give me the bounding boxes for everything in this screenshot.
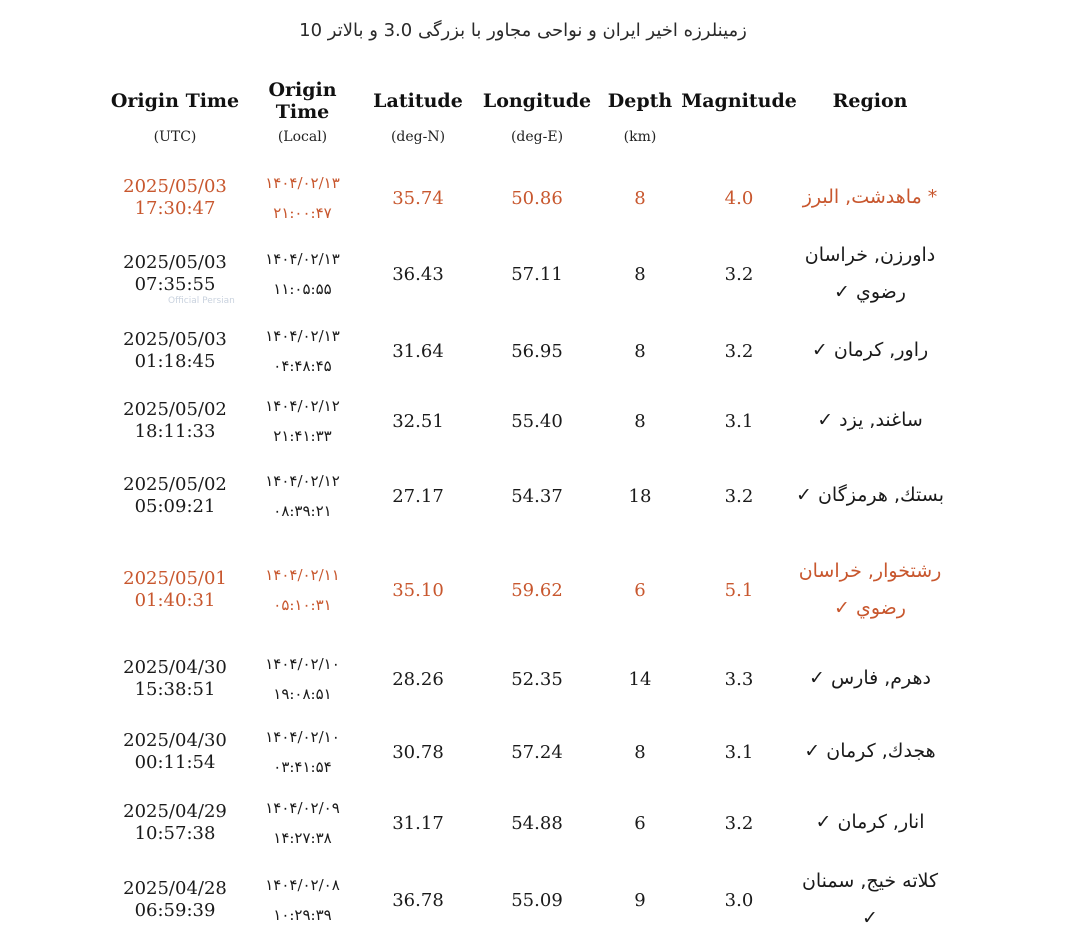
origin-time-utc: [105, 165, 245, 231]
utc-time: 15:38:51: [134, 679, 216, 700]
utc-date: 2025/04/29: [123, 800, 227, 822]
region-cell: بستك, هرمزگان ✓: [796, 484, 944, 507]
utc-date: 2025/05/02: [123, 473, 227, 495]
depth-cell: 14: [628, 668, 652, 690]
origin-time-local: [245, 536, 360, 644]
origin-time-utc: [105, 388, 245, 454]
header-latitude: [360, 91, 476, 145]
table-row: [0, 458, 1074, 534]
header-label: Longitude: [482, 90, 592, 112]
table-row: [0, 388, 1074, 454]
origin-time-utc: [105, 458, 245, 534]
local-time: ۱۰:۲۹:۳۹: [273, 906, 332, 924]
latitude-cell: 30.78: [392, 741, 444, 763]
magnitude-cell: 3.1: [724, 410, 754, 432]
origin-time-utc: [105, 536, 245, 644]
magnitude-cell: 3.3: [724, 668, 754, 690]
latitude-cell: 32.51: [392, 410, 444, 432]
table-row: [0, 536, 1074, 644]
page-title: 10 زمینلرزه اخیر ایران و نواحی مجاور با بزرگی 3.0 و بالاتر: [299, 20, 747, 41]
latitude-cell: 36.43: [392, 263, 444, 285]
local-date: ۱۴۰۴/۰۲/۰۹: [265, 798, 340, 817]
longitude-cell: 50.86: [511, 187, 563, 209]
local-time: ۰۳:۴۱:۵۴: [273, 758, 332, 776]
utc-time: 05:09:21: [134, 496, 216, 517]
utc-date: 2025/04/28: [123, 877, 227, 899]
local-time: ۱۱:۰۵:۵۵: [273, 280, 332, 298]
header-origin-time-local: [245, 80, 360, 145]
utc-date: 2025/04/30: [123, 656, 227, 678]
table-row: [0, 236, 1074, 312]
local-time: ۰۴:۴۸:۴۵: [273, 357, 332, 375]
header-label: Origin Time: [110, 90, 240, 112]
table-row: [0, 860, 1074, 940]
header-depth: [600, 91, 680, 145]
origin-time-local: [245, 388, 360, 454]
utc-time: 17:30:47: [134, 198, 216, 219]
local-date: ۱۴۰۴/۰۲/۱۳: [265, 326, 340, 345]
header-longitude: [472, 91, 602, 145]
origin-time-local: [245, 790, 360, 856]
table-row: [0, 646, 1074, 712]
region-cell: كلاته خيج, سمنان ✓: [801, 869, 939, 929]
header-label: Depth: [607, 90, 673, 112]
utc-time: 01:40:31: [134, 590, 216, 611]
latitude-cell: 36.78: [392, 889, 444, 911]
local-date: ۱۴۰۴/۰۲/۱۲: [265, 396, 340, 415]
depth-cell: 9: [634, 889, 646, 911]
header-unit: (deg-N): [390, 128, 446, 145]
latitude-cell: 31.17: [392, 812, 444, 834]
depth-cell: 8: [634, 263, 646, 285]
region-cell: داورزن, خراسان رضوي ✓: [804, 243, 936, 303]
depth-cell: 8: [634, 410, 646, 432]
utc-date: 2025/05/01: [123, 567, 227, 589]
table-row: [0, 165, 1074, 231]
region-cell: انار, كرمان ✓: [815, 811, 925, 834]
header-unit: (UTC): [153, 128, 197, 145]
longitude-cell: 54.37: [511, 485, 563, 507]
longitude-cell: 55.09: [511, 889, 563, 911]
latitude-cell: 35.74: [392, 187, 444, 209]
region-cell: هجدك, كرمان ✓: [804, 740, 936, 763]
magnitude-cell: 3.2: [724, 340, 754, 362]
magnitude-cell: 3.0: [724, 889, 754, 911]
longitude-cell: 52.35: [511, 668, 563, 690]
utc-date: 2025/05/03: [123, 175, 227, 197]
region-cell: راور, كرمان ✓: [811, 339, 929, 362]
depth-cell: 6: [634, 579, 646, 601]
utc-date: 2025/05/03: [123, 328, 227, 350]
header-label: Latitude: [373, 90, 463, 112]
region-cell: * ماهدشت, البرز: [802, 186, 938, 209]
local-date: ۱۴۰۴/۰۲/۱۳: [265, 249, 340, 268]
magnitude-cell: 4.0: [724, 187, 754, 209]
utc-time: 00:11:54: [134, 752, 216, 773]
utc-time: 10:57:38: [134, 823, 216, 844]
depth-cell: 8: [634, 340, 646, 362]
magnitude-cell: 3.2: [724, 812, 754, 834]
longitude-cell: 56.95: [511, 340, 563, 362]
local-time: ۲۱:۴۱:۳۳: [273, 427, 332, 445]
header-label: Origin: [268, 79, 337, 101]
region-cell: دهرم, فارس ✓: [809, 667, 932, 690]
magnitude-cell: 3.2: [724, 263, 754, 285]
origin-time-utc: [105, 860, 245, 940]
table-row: [0, 790, 1074, 856]
header-label: Time: [275, 100, 330, 123]
origin-time-utc: [105, 646, 245, 712]
origin-time-utc: [105, 790, 245, 856]
utc-time: 01:18:45: [134, 351, 216, 372]
utc-time: 07:35:55: [134, 274, 216, 295]
local-date: ۱۴۰۴/۰۲/۱۰: [265, 727, 340, 746]
longitude-cell: 57.11: [511, 263, 563, 285]
local-time: ۱۴:۲۷:۳۸: [273, 829, 332, 847]
latitude-cell: 31.64: [392, 340, 444, 362]
longitude-cell: 55.40: [511, 410, 563, 432]
header-unit: (Local): [277, 128, 328, 145]
local-date: ۱۴۰۴/۰۲/۱۲: [265, 471, 340, 490]
local-time: ۲۱:۰۰:۴۷: [273, 204, 332, 222]
origin-time-local: [245, 458, 360, 534]
local-date: ۱۴۰۴/۰۲/۱۱: [265, 565, 340, 584]
origin-time-utc: [105, 714, 245, 790]
utc-time: 06:59:39: [134, 900, 216, 921]
local-date: ۱۴۰۴/۰۲/۰۸: [265, 875, 340, 894]
utc-time: 18:11:33: [134, 421, 216, 442]
depth-cell: 8: [634, 741, 646, 763]
origin-time-local: [245, 646, 360, 712]
origin-time-local: [245, 236, 360, 312]
origin-time-local: [245, 714, 360, 790]
depth-cell: 8: [634, 187, 646, 209]
local-date: ۱۴۰۴/۰۲/۱۳: [265, 173, 340, 192]
region-cell: ساغند, يزد ✓: [817, 409, 923, 432]
header-origin-time-utc: [105, 91, 245, 145]
region-cell: رشتخوار, خراسان رضوي ✓: [798, 559, 942, 619]
header-label: Magnitude: [681, 90, 797, 112]
local-time: ۱۹:۰۸:۵۱: [273, 685, 332, 703]
longitude-cell: 57.24: [511, 741, 563, 763]
magnitude-cell: 3.2: [724, 485, 754, 507]
local-time: ۰۸:۳۹:۲۱: [273, 502, 332, 520]
longitude-cell: 54.88: [511, 812, 563, 834]
magnitude-cell: 3.1: [724, 741, 754, 763]
header-unit: (km): [623, 128, 657, 145]
utc-date: 2025/04/30: [123, 729, 227, 751]
header-label: Region: [832, 90, 908, 112]
local-time: ۰۵:۱۰:۳۱: [273, 596, 332, 614]
utc-date: 2025/05/03: [123, 251, 227, 273]
latitude-cell: 35.10: [392, 579, 444, 601]
utc-date: 2025/05/02: [123, 398, 227, 420]
depth-cell: 6: [634, 812, 646, 834]
origin-time-local: [245, 860, 360, 940]
table-row: [0, 714, 1074, 790]
header-unit: (deg-E): [510, 128, 564, 145]
origin-time-local: [245, 318, 360, 384]
origin-time-local: [245, 165, 360, 231]
header-magnitude: [680, 91, 798, 113]
local-date: ۱۴۰۴/۰۲/۱۰: [265, 654, 340, 673]
header-region: [795, 91, 945, 113]
longitude-cell: 59.62: [511, 579, 563, 601]
depth-cell: 18: [628, 485, 652, 507]
magnitude-cell: 5.1: [724, 579, 754, 601]
latitude-cell: 28.26: [392, 668, 444, 690]
latitude-cell: 27.17: [392, 485, 444, 507]
table-row: [0, 318, 1074, 384]
watermark: Official Persian: [168, 296, 235, 306]
